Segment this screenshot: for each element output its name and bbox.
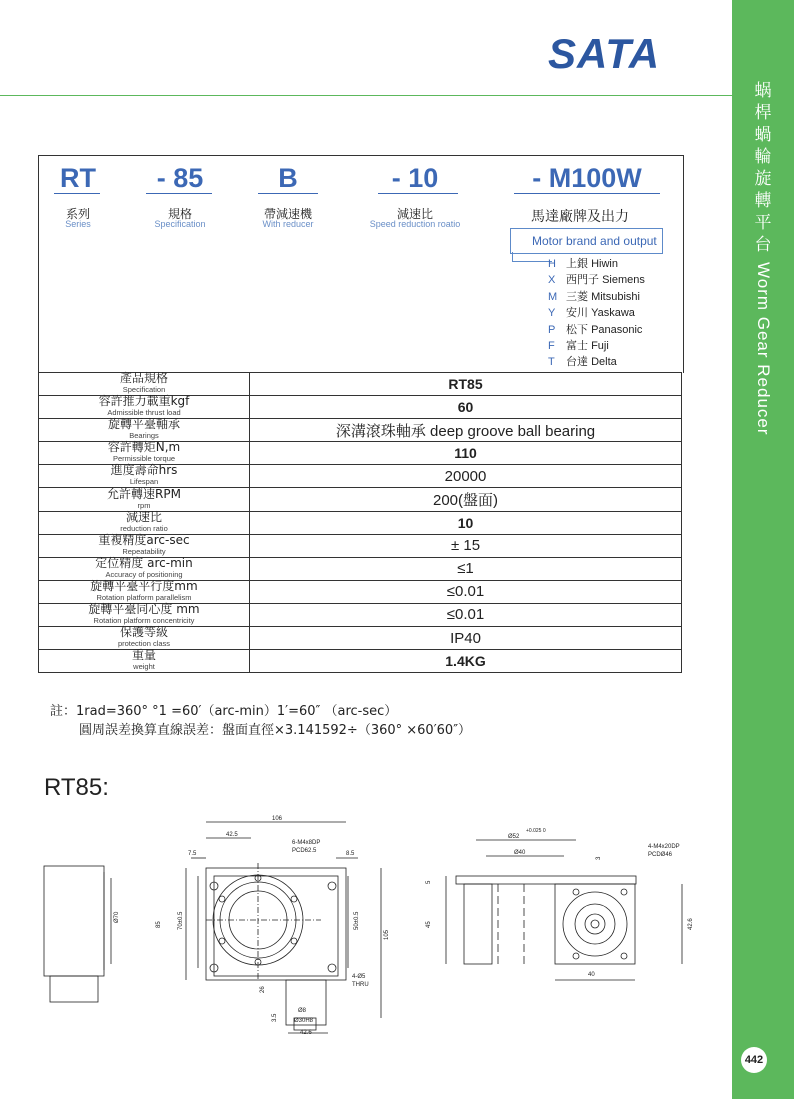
motor-brand-item: Y 安川 Yaskawa: [548, 306, 635, 320]
spec-name-cn: 旋轉平臺平行度mm: [90, 578, 198, 593]
spec-value: 深溝滾珠軸承 deep groove ball bearing: [250, 419, 682, 442]
spec-name-cn: 容許推力載重kgf: [98, 394, 190, 409]
spec-name: [39, 373, 250, 396]
technical-drawing: [36, 808, 716, 1043]
note-line-2: 圓周誤差換算直線誤差：盤面直徑×3.141592÷（360° ×60′60″）: [79, 723, 472, 738]
spec-name: [39, 534, 250, 557]
motor-brand-item: M 三菱 Mitsubishi: [548, 289, 640, 303]
motor-brand-item: X 西門子 Siemens: [548, 273, 645, 287]
dim-label: 42.6: [688, 918, 694, 930]
spec-value: 60: [250, 396, 682, 419]
dim-label: 70±0.5: [178, 911, 184, 930]
spec-name-cn: 重複精度arc-sec: [98, 532, 190, 547]
motor-brand-item: P 松下 Panasonic: [548, 322, 643, 336]
spec-row: [39, 442, 682, 465]
spec-name: [39, 465, 250, 488]
spec-row: [39, 373, 682, 396]
spec-row: [39, 580, 682, 603]
spec-value: RT85: [250, 373, 682, 396]
label-spec-en: Specification: [154, 219, 206, 229]
dim-label: PCDØ46: [648, 852, 673, 858]
leader-line: [512, 261, 552, 262]
spec-name-en: protection class: [117, 639, 171, 649]
page-number: 442: [741, 1047, 767, 1073]
sidebar-title-en: Worm Gear Reducer: [754, 262, 773, 436]
dim-label: 42.5: [226, 832, 238, 838]
spec-name: [39, 419, 250, 442]
spec-name: [39, 650, 250, 673]
label-ratio-en: Speed reduction roatio: [369, 219, 461, 229]
code-underline: [514, 193, 660, 194]
spec-value: IP40: [250, 627, 682, 650]
spec-row: [39, 557, 682, 580]
spec-row: [39, 419, 682, 442]
code-underline: [378, 193, 458, 194]
dim-label: 3: [596, 856, 602, 860]
spec-name-cn: 保護等級: [119, 625, 168, 640]
motor-brand-item: T 台達 Delta: [548, 355, 617, 369]
spec-name-cn: 旋轉平臺同心度 mm: [88, 601, 200, 616]
dim-label: 40: [588, 972, 595, 978]
spec-name-en: Rotation platform parallelism: [96, 592, 192, 602]
label-series-cn: 系列: [65, 207, 90, 221]
spec-value: ± 15: [250, 534, 682, 557]
spec-name: [39, 557, 250, 580]
dim-label: 4-M4x20DP: [648, 844, 680, 850]
side-view: [44, 866, 120, 1002]
code-underline: [146, 193, 212, 194]
dim-label: 3.5: [272, 1013, 278, 1022]
dim-label: 26: [260, 986, 266, 993]
dim-label: THRU: [352, 982, 369, 988]
code-underline: [258, 193, 318, 194]
spec-row: [39, 603, 682, 626]
dim-label: 7.5: [188, 851, 197, 857]
dim-label: 5: [426, 880, 432, 884]
header-rule: [0, 95, 732, 96]
spec-name-en: Admissible thrust load: [107, 408, 181, 418]
spec-name-en: Bearings: [129, 431, 159, 441]
spec-name-en: Specification: [122, 385, 166, 395]
spec-value: 20000: [250, 465, 682, 488]
spec-name-en: Rotation platform concentricity: [93, 615, 195, 625]
label-reducer-cn: 帶減速機: [263, 207, 312, 221]
sidebar-title-cn: 蜗 桿 蝸 輪 旋 轉 平 台: [754, 81, 772, 255]
label-reducer-en: With reducer: [262, 219, 314, 229]
code-ratio: - 10: [391, 163, 439, 193]
dim-label: Ø40: [514, 850, 526, 856]
spec-name: [39, 396, 250, 419]
sidebar-title: [748, 80, 778, 442]
front-view: [156, 816, 390, 1036]
spec-value: ≤0.01: [250, 580, 682, 603]
dim-label: PCD62.5: [292, 848, 317, 854]
spec-name-cn: 定位精度 arc-min: [95, 555, 193, 570]
spec-name: [39, 627, 250, 650]
dim-label: Ø8: [298, 1008, 307, 1014]
spec-row: [39, 465, 682, 488]
spec-row: [39, 511, 682, 534]
spec-value: ≤1: [250, 557, 682, 580]
spec-row: [39, 488, 682, 511]
dim-label: 106: [272, 816, 283, 822]
right-view: [426, 828, 694, 980]
dim-label: 50±0.5: [354, 911, 360, 930]
spec-name: [39, 603, 250, 626]
spec-table: [38, 372, 682, 673]
spec-name-en: weight: [133, 662, 155, 672]
spec-name-cn: 旋轉平臺軸承: [107, 417, 180, 432]
spec-name-cn: 重量: [131, 648, 156, 663]
dim-label: 42.6: [300, 1030, 312, 1036]
spec-row: [39, 650, 682, 673]
spec-row: [39, 396, 682, 419]
spec-name-cn: 容許轉矩N,m: [107, 440, 181, 455]
spec-name-cn: 減速比: [125, 509, 162, 524]
brand-logo: SATA: [548, 30, 661, 77]
drawing-title: RT85:: [44, 774, 109, 801]
label-ratio-cn: 減速比: [396, 207, 433, 221]
label-series-en: Series: [65, 219, 91, 229]
spec-value: ≤0.01: [250, 603, 682, 626]
spec-value: 200(盤面): [250, 488, 682, 511]
label-spec-cn: 規格: [167, 207, 192, 221]
spec-row: [39, 534, 682, 557]
spec-name: [39, 488, 250, 511]
spec-name-cn: 產品規格: [119, 371, 168, 386]
spec-name-en: Accuracy of positioning: [105, 569, 183, 579]
code-underline: [54, 193, 100, 194]
spec-row: [39, 627, 682, 650]
motor-brand-item: H 上銀 Hiwin: [548, 257, 618, 270]
spec-name: [39, 511, 250, 534]
spec-name-en: reduction ratio: [120, 523, 168, 533]
dim-label: 8.5: [346, 851, 355, 857]
dim-label: 45: [426, 921, 432, 928]
note-line-1: 註：1rad=360° °1 =60′（arc-min）1′=60″ （arc-sec）: [50, 704, 398, 719]
spec-name-en: Permissible torque: [112, 454, 176, 464]
dim-label: +0.025 0: [526, 828, 546, 834]
notes: [50, 702, 471, 740]
dim-label: 6-M4x8DP: [292, 840, 321, 846]
motor-brand-list: [548, 256, 645, 371]
code-spec: - 85: [156, 163, 204, 193]
dim-label: 105: [384, 929, 390, 940]
code-motor: - M100W: [532, 163, 642, 193]
label-motor-cn: 馬達廠牌及出力: [531, 209, 629, 225]
dim-label: 4-Ø5: [352, 974, 366, 980]
dim-label: 85: [156, 921, 162, 928]
code-series: RT: [60, 163, 96, 193]
dim-label: Ø70: [114, 911, 120, 923]
code-reducer: B: [278, 163, 298, 193]
spec-value: 10: [250, 511, 682, 534]
spec-name: [39, 442, 250, 465]
motor-brand-box: Motor brand and output: [510, 228, 663, 254]
spec-name-cn: 進度壽命hrs: [110, 463, 178, 478]
spec-name-en: Repeatability: [122, 546, 166, 556]
spec-name-en: Lifespan: [129, 477, 159, 487]
spec-value: 1.4KG: [250, 650, 682, 673]
motor-brand-item: F 富士 Fuji: [548, 339, 609, 353]
dim-label: Ø30H8: [294, 1018, 314, 1024]
dim-label: Ø52: [508, 834, 520, 840]
spec-name-cn: 允許轉速RPM: [107, 486, 181, 501]
spec-value: 110: [250, 442, 682, 465]
spec-name: [39, 580, 250, 603]
spec-name-en: rpm: [137, 500, 151, 510]
